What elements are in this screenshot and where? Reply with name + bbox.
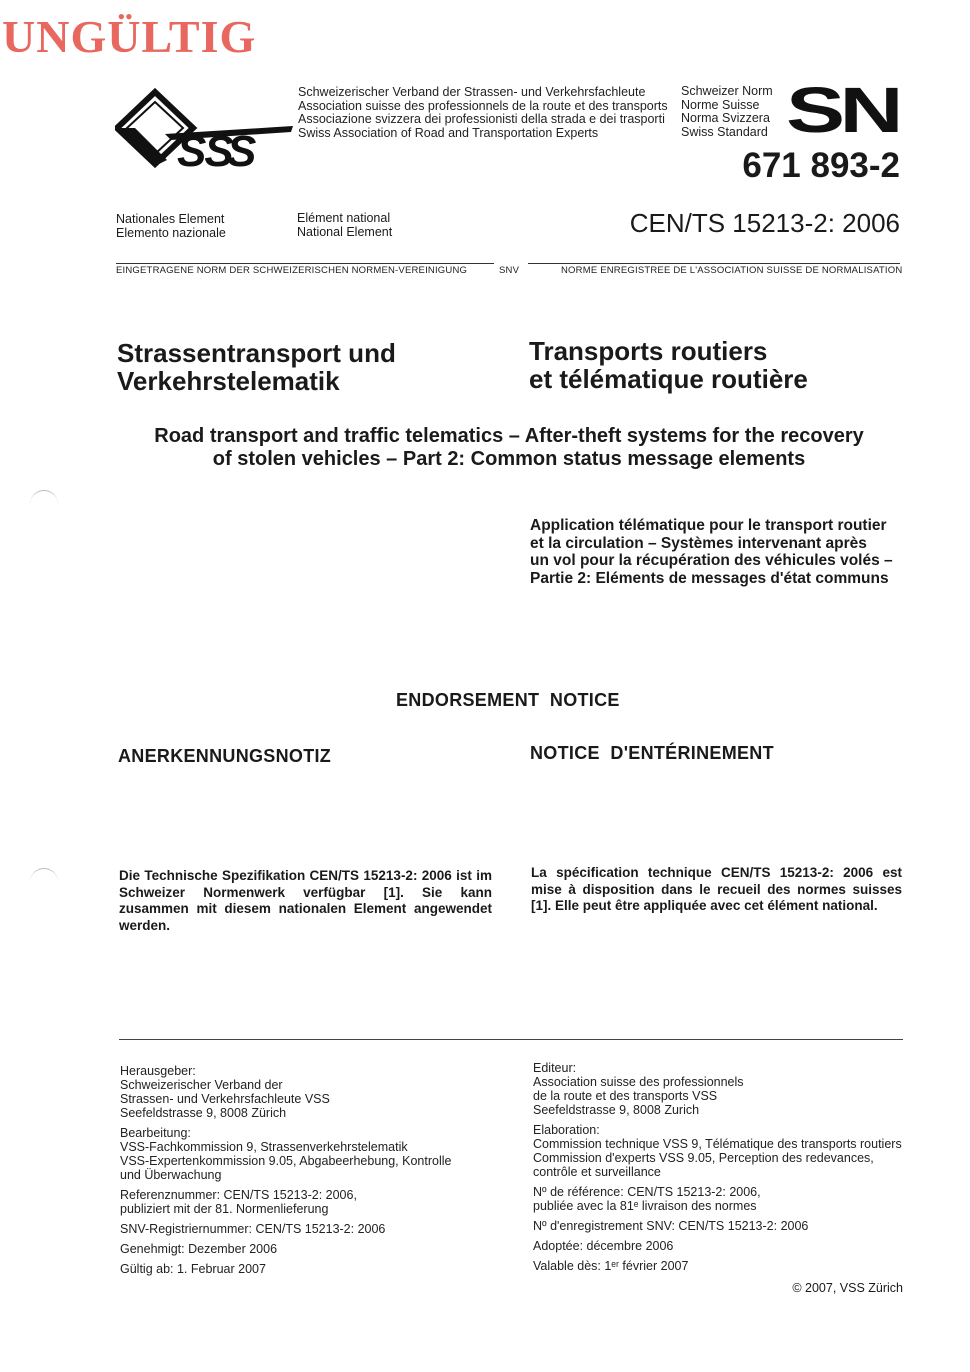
scan-margin-mark: [30, 868, 58, 891]
imprint-line: publiziert mit der 81. Normenlieferung: [120, 1202, 329, 1216]
imprint-block: [120, 1188, 520, 1216]
body-text-fr: La spécification technique CEN/TS 15213-2: 2006 est mise à disposition dans le recueil des normes suisses [1]. Elle peut être appliquée avec cet élément national.: [531, 865, 902, 913]
body-text-de: Die Technische Spezifikation CEN/TS 15213-2: 2006 ist im Schweizer Normenwerk verfügbar [1]. Sie kann zusammen mit diesem nationalen Element angewendet werden.: [119, 868, 492, 933]
imprint-block: [533, 1219, 913, 1233]
registration-fr: NORME ENREGISTREE DE L'ASSOCIATION SUISSE DE NORMALISATION: [561, 265, 903, 276]
national-element-de: [116, 212, 226, 240]
sn-logo-text: SN: [786, 82, 898, 136]
imprint-block: [533, 1123, 913, 1179]
imprint-line: Genehmigt: Dezember 2006: [120, 1242, 278, 1256]
association-names: [298, 86, 668, 140]
title-en: [120, 425, 898, 471]
scan-margin-mark: [30, 490, 58, 513]
national-element-line: Elément national: [297, 211, 391, 225]
sn-logo: [786, 82, 900, 136]
imprint-line: Valable dès: 1ᵉʳ février 2007: [533, 1259, 689, 1273]
registration-rule: [116, 263, 494, 264]
association-line: Associazione svizzera dei professionisti della strada e dei trasporti: [298, 112, 665, 126]
title-line: Transports routiers: [529, 336, 768, 366]
imprint-line: Editeur:: [533, 1061, 577, 1075]
svg-text:SS: SS: [177, 127, 232, 174]
imprint-line: Elaboration:: [533, 1123, 600, 1137]
imprint-block: [120, 1262, 520, 1276]
imprint-block: [120, 1242, 520, 1256]
imprint-line: VSS-Expertenkommission 9.05, Abgabeerhebung, Kontrolle: [120, 1154, 452, 1168]
endorsement-notice-heading: ENDORSEMENT NOTICE: [396, 690, 620, 710]
norm-name: Swiss Standard: [681, 124, 768, 139]
title-line: Road transport and traffic telematics – After-theft systems for the recovery: [154, 425, 864, 447]
national-element-line: Elemento nazionale: [116, 226, 226, 240]
national-element-line: National Element: [297, 225, 393, 239]
imprint-line: VSS-Fachkommission 9, Strassenverkehrstelematik: [120, 1140, 408, 1154]
imprint-line: Adoptée: décembre 2006: [533, 1239, 674, 1253]
imprint-line: Referenznummer: CEN/TS 15213-2: 2006,: [120, 1188, 357, 1202]
imprint-block: [533, 1259, 913, 1273]
invalid-stamp: UNGÜLTIG: [2, 11, 257, 62]
subtitle-line: un vol pour la récupération des véhicules volés –: [530, 552, 893, 569]
norm-name: Norma Svizzera: [681, 111, 770, 125]
imprint-block: [533, 1185, 913, 1213]
imprint-line: Schweizerischer Verband der: [120, 1078, 283, 1092]
imprint-line: Herausgeber:: [120, 1064, 196, 1078]
title-line: Strassentransport und: [117, 338, 396, 368]
norm-names: [681, 85, 773, 139]
imprint-line: Seefeldstrasse 9, 8008 Zürich: [120, 1106, 287, 1120]
imprint-line: Gültig ab: 1. Februar 2007: [120, 1262, 266, 1276]
imprint-block: [533, 1061, 913, 1117]
title-line: Verkehrstelematik: [117, 366, 340, 396]
norm-name: Schweizer Norm: [681, 84, 773, 98]
imprint-line: Bearbeitung:: [120, 1126, 191, 1140]
title-line: of stolen vehicles – Part 2: Common status message elements: [212, 448, 806, 470]
imprint-block: [533, 1239, 913, 1253]
imprint-block: [120, 1222, 520, 1236]
imprint-fr: [533, 1061, 913, 1279]
association-line: Association suisse des professionnels de la route et des transports: [298, 98, 668, 113]
title-de: [117, 339, 396, 395]
registration-de: EINGETRAGENE NORM DER SCHWEIZERISCHEN NORMEN-VEREINIGUNG: [116, 265, 468, 276]
subtitle-line: Application télématique pour le transport routier: [530, 517, 887, 534]
imprint-line: Association suisse des professionnels: [533, 1075, 744, 1089]
imprint-line: SNV-Registriernummer: CEN/TS 15213-2: 2006: [120, 1222, 386, 1236]
imprint-line: de la route et des transports VSS: [533, 1089, 718, 1103]
imprint-line: Strassen- und Verkehrsfachleute VSS: [120, 1092, 330, 1106]
imprint-rule: [119, 1039, 903, 1040]
imprint-block: [120, 1126, 520, 1182]
subtitle-fr: [530, 517, 910, 587]
imprint-block: [120, 1064, 520, 1120]
notice-enterinement-heading: NOTICE D'ENTÉRINEMENT: [530, 743, 774, 763]
title-fr: [529, 337, 808, 393]
imprint-line: Commission d'experts VSS 9.05, Perception des redevances,: [533, 1151, 874, 1165]
imprint-line: und Überwachung: [120, 1168, 222, 1182]
national-element-fr: [297, 211, 392, 239]
imprint-line: Nº d'enregistrement SNV: CEN/TS 15213-2: 2006: [533, 1219, 809, 1233]
national-element-line: Nationales Element: [116, 212, 225, 226]
copyright: © 2007, VSS Zürich: [792, 1281, 903, 1295]
registration-snv: SNV: [499, 265, 520, 276]
subtitle-line: et la circulation – Systèmes intervenant après: [530, 534, 867, 552]
standard-number: 671 893-2: [742, 146, 900, 185]
svg-text:S: S: [227, 127, 257, 174]
imprint-line: Commission technique VSS 9, Télématique des transports routiers: [533, 1137, 902, 1151]
title-line: et télématique routière: [529, 364, 808, 394]
cen-ts-number: CEN/TS 15213-2: 2006: [629, 208, 900, 238]
imprint-line: publiée avec la 81ᵉ livraison des normes: [533, 1199, 757, 1213]
association-line: Swiss Association of Road and Transportation Experts: [298, 125, 599, 140]
anerkennungsnotiz-heading: ANERKENNUNGSNOTIZ: [118, 746, 332, 766]
imprint-line: Seefeldstrasse 9, 8008 Zurich: [533, 1103, 700, 1117]
imprint-line: Nº de référence: CEN/TS 15213-2: 2006,: [533, 1185, 761, 1199]
subtitle-line: Partie 2: Eléments de messages d'état communs: [530, 569, 889, 587]
norm-name: Norme Suisse: [681, 97, 760, 112]
imprint-line: contrôle et surveillance: [533, 1165, 661, 1179]
vss-logo: [115, 88, 293, 174]
association-line: Schweizerischer Verband der Strassen- und Verkehrsfachleute: [298, 85, 646, 99]
imprint-de: [120, 1064, 520, 1282]
registration-rule: [528, 263, 900, 264]
